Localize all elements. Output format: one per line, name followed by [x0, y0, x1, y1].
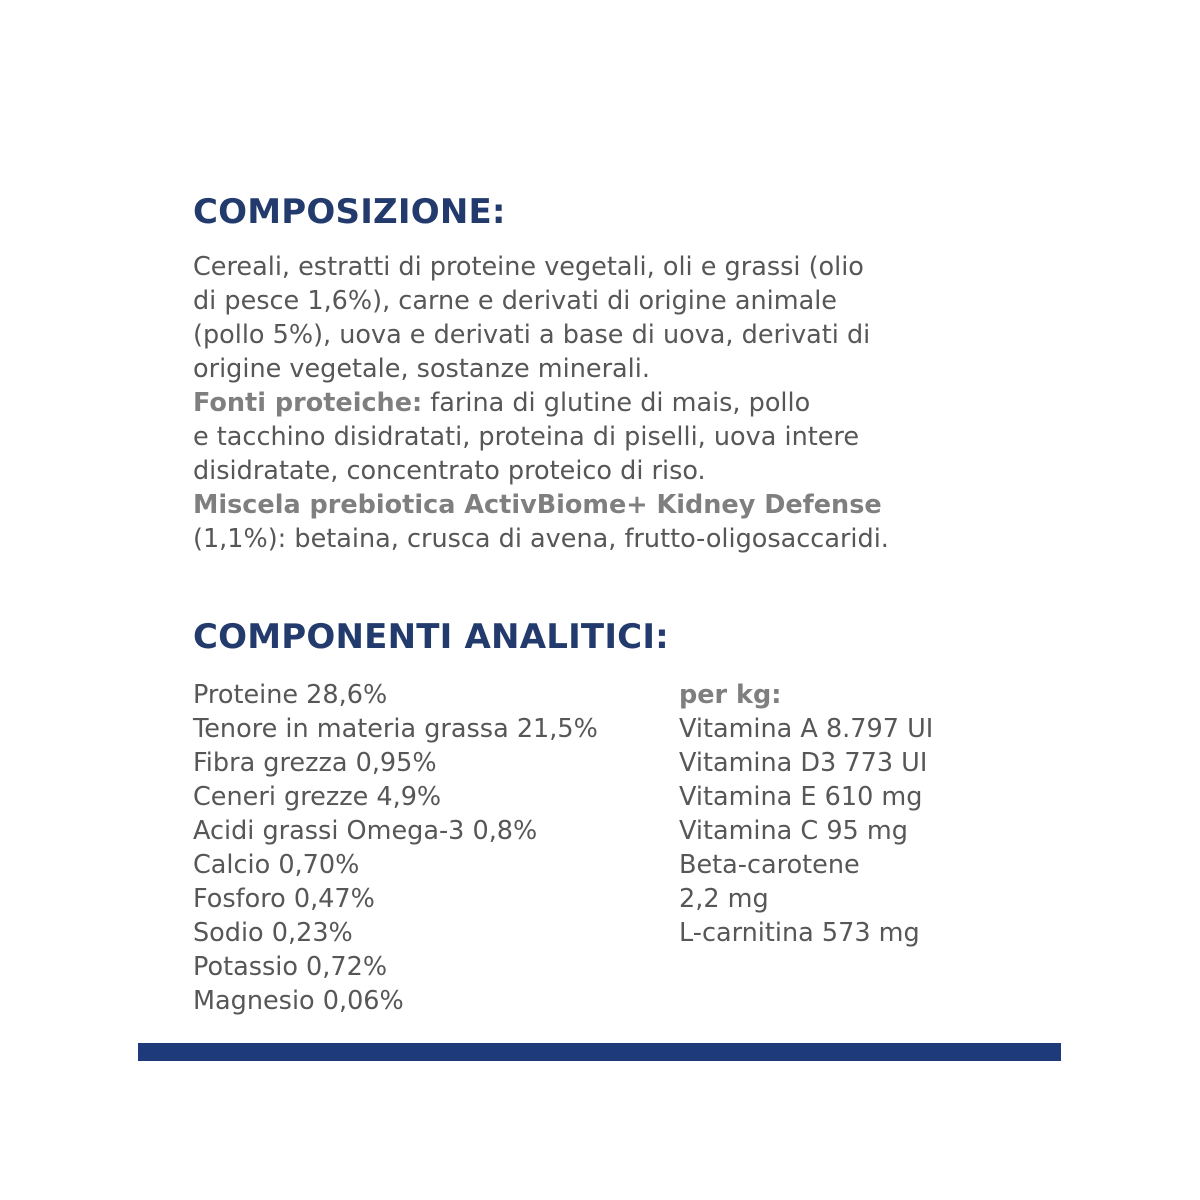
- composition-heading: COMPOSIZIONE:: [193, 192, 506, 232]
- analytical-item: Fosforo 0,47%: [193, 884, 375, 914]
- analytical-item: Ceneri grezze 4,9%: [193, 782, 442, 812]
- vitamin-item: L-carnitina 573 mg: [679, 918, 920, 948]
- ingredients-line: Cereali, estratti di proteine vegetali, oli e grassi (olio: [193, 252, 864, 282]
- composition-text: [193, 250, 1033, 556]
- protein-sources-label: Fonti proteiche:: [193, 388, 423, 418]
- vitamin-item: Beta-carotene: [679, 850, 860, 880]
- analytical-item: Sodio 0,23%: [193, 918, 353, 948]
- protein-sources-line: [193, 386, 1033, 420]
- prebiotic-text: (1,1%): betaina, crusca di avena, frutto-oligosaccaridi.: [193, 524, 889, 554]
- protein-sources-paragraph: [193, 386, 1033, 488]
- protein-sources-line: disidratate, concentrato proteico di riso.: [193, 456, 706, 486]
- analytical-item: Acidi grassi Omega-3 0,8%: [193, 816, 538, 846]
- vitamin-item: 2,2 mg: [679, 884, 769, 914]
- ingredients-line: di pesce 1,6%), carne e derivati di origine animale: [193, 286, 837, 316]
- vitamin-item: Vitamina A 8.797 UI: [679, 714, 934, 744]
- bottom-divider-bar: [138, 1043, 1061, 1061]
- analytical-item: Magnesio 0,06%: [193, 986, 404, 1016]
- analytical-right-list: [679, 678, 933, 950]
- protein-sources-line: e tacchino disidratati, proteina di piselli, uova intere: [193, 422, 860, 452]
- ingredients-line: (pollo 5%), uova e derivati a base di uova, derivati di: [193, 320, 871, 350]
- vitamin-item: Vitamina E 610 mg: [679, 782, 923, 812]
- prebiotic-label: Miscela prebiotica ActivBiome+ Kidney Defense: [193, 490, 882, 520]
- analytical-item: Tenore in materia grassa 21,5%: [193, 714, 598, 744]
- ingredients-line: origine vegetale, sostanze minerali.: [193, 354, 650, 384]
- prebiotic-paragraph: [193, 488, 1033, 556]
- analytical-item: Proteine 28,6%: [193, 680, 388, 710]
- analytical-item: Fibra grezza 0,95%: [193, 748, 437, 778]
- analytical-left-list: [193, 678, 598, 1018]
- per-kg-heading: per kg:: [679, 680, 782, 710]
- vitamin-item: Vitamina C 95 mg: [679, 816, 908, 846]
- analytical-item: Potassio 0,72%: [193, 952, 388, 982]
- vitamin-item: Vitamina D3 773 UI: [679, 748, 928, 778]
- ingredients-paragraph: [193, 250, 1033, 386]
- analytical-item: Calcio 0,70%: [193, 850, 360, 880]
- protein-sources-text: farina di glutine di mais, pollo: [422, 388, 811, 418]
- analytical-heading: COMPONENTI ANALITICI:: [193, 617, 669, 657]
- prebiotic-label-line: [193, 488, 1033, 522]
